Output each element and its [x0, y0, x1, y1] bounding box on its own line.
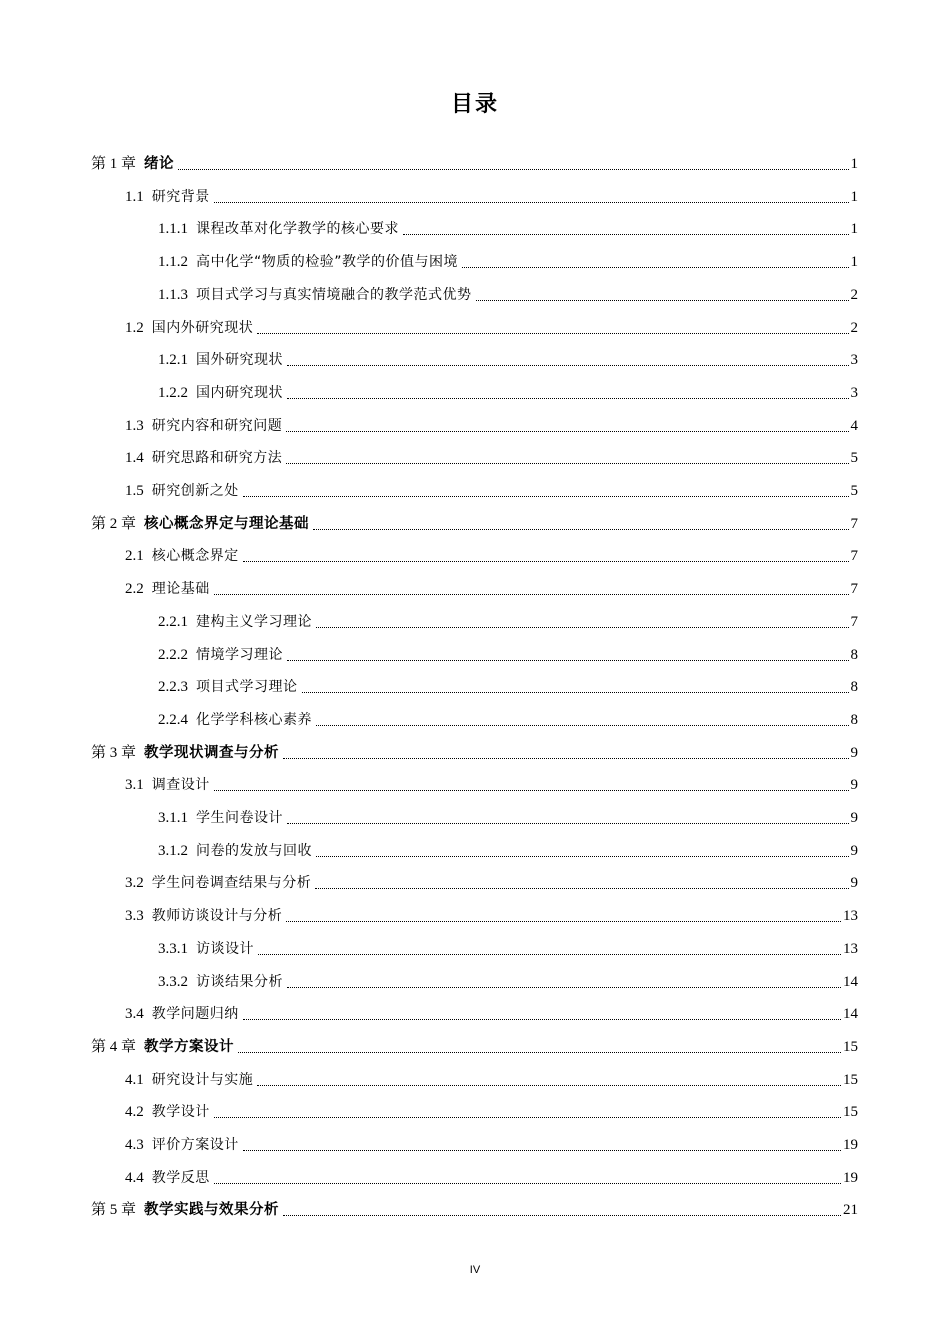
toc-entry-title: 高中化学“物质的检验”教学的价值与困境 — [196, 254, 459, 271]
dot-leader — [238, 1051, 841, 1053]
toc-entry[interactable] — [158, 707, 858, 733]
toc-entry-page-number: 5 — [850, 450, 858, 467]
dot-leader — [243, 1018, 841, 1020]
toc-entry-number: 3.2 — [125, 875, 144, 892]
toc-entry[interactable] — [158, 609, 858, 635]
toc-entry-page-number: 8 — [850, 711, 858, 728]
toc-entry-page-number: 2 — [850, 319, 858, 336]
dot-leader — [243, 560, 849, 562]
toc-entry[interactable] — [125, 1165, 858, 1191]
dot-leader — [257, 332, 848, 334]
toc-entry[interactable] — [158, 805, 858, 831]
toc-entry[interactable] — [158, 347, 858, 373]
toc-entry[interactable] — [158, 674, 858, 700]
toc-entry[interactable] — [125, 315, 858, 341]
toc-entry[interactable] — [91, 1197, 858, 1223]
toc-entry[interactable] — [125, 870, 858, 896]
dot-leader — [283, 1214, 841, 1216]
toc-entry-title: 研究思路和研究方法 — [151, 450, 283, 467]
toc-entry-number: 1.1.2 — [158, 254, 188, 271]
dot-leader — [243, 495, 849, 497]
toc-entry-number: 1.2 — [125, 319, 144, 336]
toc-entry[interactable] — [91, 151, 858, 177]
dot-leader — [403, 233, 849, 235]
dot-leader — [286, 462, 848, 464]
toc-entry-page-number: 14 — [843, 1006, 858, 1023]
toc-entry[interactable] — [91, 1034, 858, 1060]
toc-entry[interactable] — [158, 216, 858, 242]
dot-leader — [316, 626, 849, 628]
toc-entry-number: 1.2.2 — [158, 384, 188, 401]
toc-entry-number: 4.4 — [125, 1169, 144, 1186]
dot-leader — [214, 201, 849, 203]
toc-entry-number: 1.5 — [125, 483, 144, 499]
dot-leader — [258, 953, 841, 955]
toc-entry-number: 第 1 章 — [91, 156, 137, 172]
toc-entry[interactable] — [158, 838, 858, 864]
toc-entry-title: 学生问卷设计 — [196, 810, 283, 826]
toc-entry-title: 教师访谈设计与分析 — [151, 908, 283, 925]
toc-entry-title: 研究背景 — [151, 188, 210, 205]
dot-leader — [316, 724, 849, 726]
toc-entry-number: 3.1.1 — [158, 810, 188, 826]
toc-entry-page-number: 5 — [850, 483, 858, 499]
toc-entry-title: 化学学科核心素养 — [196, 711, 312, 728]
dot-leader — [476, 299, 849, 301]
toc-entry[interactable] — [125, 1099, 858, 1125]
toc-entry-page-number: 2 — [850, 286, 858, 303]
toc-entry-number: 1.2.1 — [158, 352, 188, 369]
toc-entry[interactable] — [125, 1132, 858, 1158]
toc-entry-number: 2.2 — [125, 581, 144, 598]
toc-entry-title: 绪论 — [144, 156, 175, 172]
toc-entry-number: 3.3 — [125, 908, 144, 925]
toc-entry-page-number: 9 — [850, 842, 858, 859]
toc-entry-number: 2.2.3 — [158, 679, 188, 696]
toc-entry-title: 研究创新之处 — [151, 483, 239, 499]
toc-entry-title: 调查设计 — [151, 777, 210, 794]
toc-entry-title: 教学设计 — [151, 1104, 210, 1121]
toc-entry[interactable] — [158, 969, 858, 995]
toc-entry[interactable] — [125, 413, 858, 439]
toc-entry-title: 教学反思 — [151, 1169, 210, 1186]
toc-entry-number: 3.3.1 — [158, 940, 188, 957]
toc-entry-page-number: 21 — [843, 1202, 858, 1219]
toc-entry-title: 研究内容和研究问题 — [151, 417, 283, 434]
dot-leader — [315, 887, 848, 889]
toc-entry-title: 课程改革对化学教学的核心要求 — [196, 221, 399, 238]
toc-entry[interactable] — [158, 642, 858, 668]
toc-entry-title: 理论基础 — [151, 581, 210, 598]
toc-entry-number: 2.2.4 — [158, 711, 188, 728]
page-title: 目录 — [450, 92, 499, 117]
dot-leader — [287, 364, 849, 366]
toc-entry-title: 访谈设计 — [196, 940, 254, 957]
toc-entry-title: 项目式学习与真实情境融合的教学范式优势 — [196, 286, 472, 303]
toc-entry[interactable] — [125, 1067, 858, 1093]
toc-entry-number: 3.1.2 — [158, 842, 188, 859]
toc-entry-number: 3.3.2 — [158, 973, 188, 990]
toc-entry-number: 1.4 — [125, 450, 144, 467]
toc-entry-page-number: 15 — [843, 1104, 858, 1121]
dot-leader — [214, 593, 849, 595]
toc-entry-number: 2.2.1 — [158, 613, 188, 630]
toc-entry-page-number: 4 — [850, 417, 858, 434]
toc-entry-number: 第 3 章 — [91, 744, 137, 761]
toc-entry-title: 问卷的发放与回收 — [196, 842, 312, 859]
toc-entry-title: 研究设计与实施 — [151, 1071, 254, 1088]
toc-entry-page-number: 1 — [850, 254, 858, 271]
dot-leader — [214, 1182, 841, 1184]
toc-entry-title: 国内研究现状 — [196, 384, 283, 401]
toc-entry-title: 教学问题归纳 — [151, 1006, 239, 1023]
toc-entry-page-number: 19 — [843, 1137, 858, 1153]
toc-entry[interactable] — [125, 478, 858, 504]
toc-entry[interactable] — [125, 184, 858, 210]
toc-entry[interactable] — [125, 576, 858, 602]
toc-entry-page-number: 1 — [850, 156, 858, 172]
dot-leader — [313, 528, 848, 530]
dot-leader — [283, 757, 848, 759]
toc-entry[interactable] — [91, 511, 858, 537]
toc-entry-page-number: 7 — [850, 548, 858, 565]
dot-leader — [214, 1116, 841, 1118]
toc-entry-number: 2.1 — [125, 548, 144, 565]
toc-entry-title: 教学实践与效果分析 — [144, 1202, 280, 1219]
toc-entry-page-number: 13 — [843, 908, 858, 925]
toc-entry-title: 学生问卷调查结果与分析 — [151, 875, 312, 892]
toc-entry-page-number: 9 — [850, 875, 858, 892]
toc-entry-page-number: 7 — [850, 515, 858, 532]
dot-leader — [287, 822, 849, 824]
toc-entry-title: 访谈结果分析 — [196, 973, 283, 990]
toc-entry-number: 1.1.3 — [158, 286, 188, 303]
toc-entry-title: 国内外研究现状 — [151, 319, 254, 336]
toc-entry-page-number: 9 — [850, 777, 858, 794]
toc-entry-title: 建构主义学习理论 — [196, 613, 312, 630]
toc-entry-number: 2.2.2 — [158, 646, 188, 663]
toc-entry-number: 第 4 章 — [91, 1038, 137, 1055]
toc-entry-title: 教学现状调查与分析 — [144, 744, 280, 761]
toc-entry-number: 4.1 — [125, 1071, 144, 1088]
toc-entry-page-number: 14 — [843, 973, 858, 990]
toc-entry[interactable] — [125, 543, 858, 569]
toc-entry-page-number: 1 — [850, 188, 858, 205]
toc-entry-page-number: 7 — [850, 581, 858, 598]
dot-leader — [287, 397, 849, 399]
dot-leader — [214, 789, 849, 791]
toc-entry-title: 评价方案设计 — [151, 1137, 239, 1153]
toc-entry-page-number: 9 — [850, 810, 858, 826]
dot-leader — [302, 691, 849, 693]
toc-entry-number: 第 2 章 — [91, 515, 137, 532]
toc-entry-page-number: 13 — [843, 940, 858, 957]
dot-leader — [178, 168, 848, 170]
toc-entry-page-number: 15 — [843, 1071, 858, 1088]
page-number-footer: IV — [469, 1264, 481, 1276]
toc-entry-number: 1.1.1 — [158, 221, 188, 238]
toc-entry-page-number: 8 — [850, 646, 858, 663]
toc-entry-title: 核心概念界定 — [151, 548, 239, 565]
dot-leader — [287, 659, 849, 661]
toc-entry[interactable] — [125, 903, 858, 929]
toc-entry-page-number: 7 — [850, 613, 858, 630]
dot-leader — [243, 1149, 841, 1151]
toc-entry-page-number: 19 — [843, 1169, 858, 1186]
toc-entry-page-number: 1 — [850, 221, 858, 238]
toc-entry-number: 3.1 — [125, 777, 144, 794]
toc-entry-number: 1.3 — [125, 417, 144, 434]
toc-entry[interactable] — [158, 282, 858, 308]
dot-leader — [286, 920, 841, 922]
toc-entry-number: 4.2 — [125, 1104, 144, 1121]
toc-entry-title: 项目式学习理论 — [196, 679, 298, 696]
toc-entry-number: 4.3 — [125, 1137, 144, 1153]
dot-leader — [257, 1084, 841, 1086]
toc-entry-page-number: 15 — [843, 1038, 858, 1055]
dot-leader — [286, 430, 848, 432]
toc-entry-page-number: 8 — [850, 679, 858, 696]
toc-entry-page-number: 3 — [850, 384, 858, 401]
toc-entry[interactable] — [158, 936, 858, 962]
toc-entry-title: 核心概念界定与理论基础 — [144, 515, 310, 532]
dot-leader — [462, 266, 848, 268]
toc-entry-number: 1.1 — [125, 188, 144, 205]
dot-leader — [316, 855, 849, 857]
toc-entry-page-number: 3 — [850, 352, 858, 369]
dot-leader — [287, 986, 841, 988]
toc-entry[interactable] — [125, 772, 858, 798]
toc-entry-number: 第 5 章 — [91, 1202, 137, 1219]
toc-entry-title: 国外研究现状 — [196, 352, 283, 369]
toc-entry-title: 教学方案设计 — [144, 1038, 235, 1055]
toc-entry[interactable] — [91, 740, 858, 766]
toc-entry[interactable] — [158, 380, 858, 406]
toc-entry-page-number: 9 — [850, 744, 858, 761]
toc-entry-title: 情境学习理论 — [196, 646, 283, 663]
toc-entry[interactable] — [125, 445, 858, 471]
toc-entry[interactable] — [158, 249, 858, 275]
toc-entry-number: 3.4 — [125, 1006, 144, 1023]
toc-entry[interactable] — [125, 1001, 858, 1027]
